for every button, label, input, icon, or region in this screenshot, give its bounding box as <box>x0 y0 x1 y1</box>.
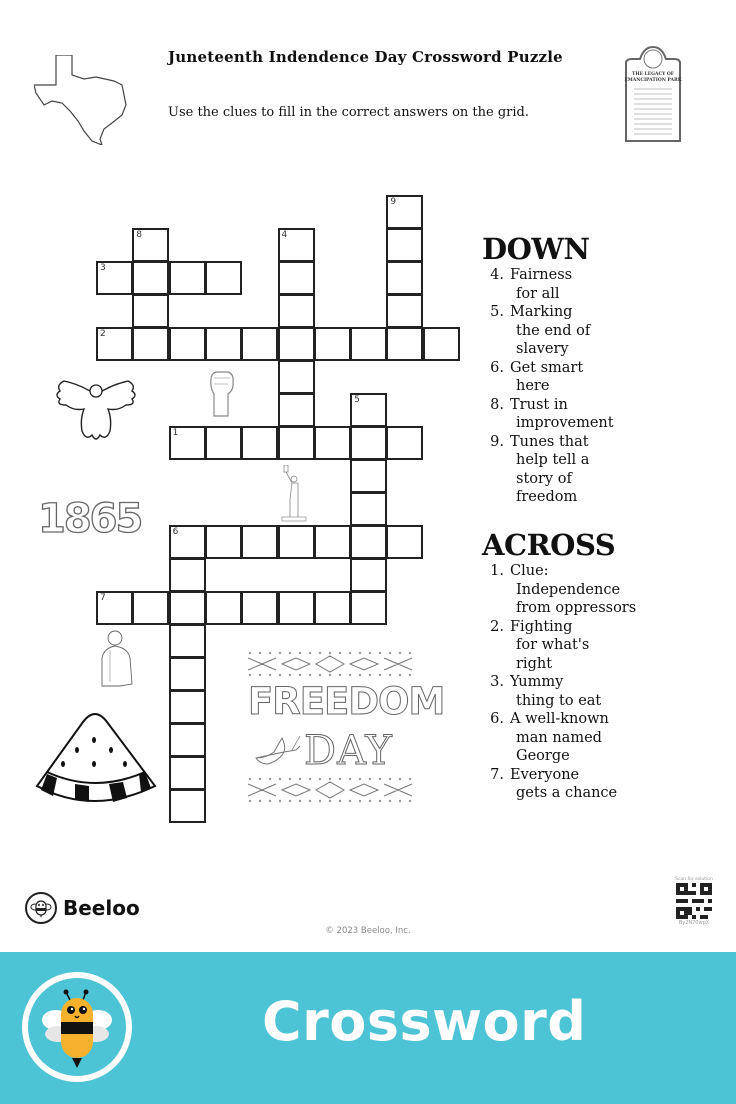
crossword-cell[interactable] <box>350 591 387 625</box>
clue-number: 7 <box>100 593 106 603</box>
clue-number: 3. <box>490 674 504 690</box>
clue-number: 2 <box>100 329 106 339</box>
clue-text: Tunes that help tell a story of freedom <box>510 433 590 505</box>
crossword-cell[interactable] <box>350 492 387 526</box>
clue-number: 7. <box>490 766 504 783</box>
crossword-banner <box>0 952 736 1104</box>
crossword-cell[interactable] <box>169 426 206 460</box>
crossword-cell[interactable] <box>96 261 133 295</box>
crossword-cell[interactable] <box>350 426 387 460</box>
crossword-cell[interactable] <box>205 591 242 625</box>
copyright-text: © 2023 Beeloo, Inc. <box>325 926 411 936</box>
clue-number: 8. <box>490 396 504 413</box>
clue-text: Marking the end of slavery <box>510 304 591 357</box>
tribal-pattern-bottom <box>246 776 414 804</box>
crossword-cell[interactable] <box>314 591 351 625</box>
crossword-cell[interactable] <box>241 327 278 361</box>
crossword-cell[interactable] <box>205 261 242 295</box>
crossword-cell[interactable] <box>386 195 423 229</box>
crossword-cell[interactable] <box>241 591 278 625</box>
crossword-cell[interactable] <box>132 261 169 295</box>
banner-title: Crossword <box>262 990 587 1053</box>
crossword-cell[interactable] <box>169 261 206 295</box>
clue-item <box>482 396 650 433</box>
clue-item <box>482 618 650 674</box>
watermelon-icon <box>35 712 157 804</box>
crossword-cell[interactable] <box>96 591 133 625</box>
bee-mascot-badge <box>22 972 132 1082</box>
clue-item <box>482 766 650 803</box>
clue-text: A well-known man named George <box>510 711 609 764</box>
clue-number: 1. <box>490 563 504 579</box>
down-clue-list <box>482 266 650 507</box>
clue-number: 5 <box>354 395 360 405</box>
crossword-cell[interactable] <box>132 294 169 328</box>
crossword-cell[interactable] <box>241 426 278 460</box>
crossword-cell[interactable] <box>132 591 169 625</box>
crossword-cell[interactable] <box>169 657 206 691</box>
clue-item <box>482 673 650 710</box>
crossword-cell[interactable] <box>169 525 206 559</box>
crossword-cell[interactable] <box>350 393 387 427</box>
crossword-cell[interactable] <box>278 294 315 328</box>
qr-id: By2N70wpX <box>678 920 710 926</box>
clue-item <box>482 303 650 359</box>
crossword-cell[interactable] <box>96 327 133 361</box>
year-1865-graphic: 1865 <box>38 496 142 542</box>
clue-number: 2. <box>490 618 504 635</box>
clue-text: Yummy thing to eat <box>510 674 602 709</box>
page-subtitle: Use the clues to fill in the correct answers on the grid. <box>168 105 529 120</box>
crossword-cell[interactable] <box>278 525 315 559</box>
clue-number: 5. <box>490 304 504 320</box>
crossword-cell[interactable] <box>278 360 315 394</box>
crossword-cell[interactable] <box>169 756 206 790</box>
plaque-icon <box>622 45 684 143</box>
across-clues <box>482 530 650 803</box>
clue-item <box>482 359 650 396</box>
dove-olive-icon <box>252 728 302 768</box>
poster-freedom-text: FREEDOM <box>248 680 445 723</box>
crossword-cell[interactable] <box>386 261 423 295</box>
crossword-cell[interactable] <box>386 426 423 460</box>
clue-number: 4 <box>281 230 288 240</box>
down-clues <box>482 234 650 507</box>
clue-number: 9 <box>390 197 397 207</box>
qr-label: Scan for solution <box>675 877 713 882</box>
crossword-cell[interactable] <box>386 228 423 262</box>
clue-item <box>482 562 650 618</box>
crossword-cell[interactable] <box>169 558 206 592</box>
brand-name: Beeloo <box>63 896 140 920</box>
clue-item <box>482 433 650 507</box>
crossword-cell[interactable] <box>132 228 169 262</box>
svg-text:EMANCIPATION PARK: EMANCIPATION PARK <box>624 78 682 83</box>
crossword-cell[interactable] <box>386 525 423 559</box>
george-portrait-icon <box>98 628 136 688</box>
clue-item <box>482 710 650 766</box>
crossword-cell[interactable] <box>278 228 315 262</box>
down-heading: DOWN <box>482 232 590 266</box>
clue-text: Clue: Independence from oppressors <box>510 563 637 616</box>
svg-text:THE LEGACY OF: THE LEGACY OF <box>631 72 675 77</box>
bee-logo-icon <box>25 892 57 924</box>
clue-number: 4. <box>490 267 504 283</box>
crossword-cell[interactable] <box>350 525 387 559</box>
crossword-cell[interactable] <box>169 624 206 658</box>
solution-qr[interactable] <box>672 877 716 926</box>
crossword-cell[interactable] <box>169 789 206 823</box>
crossword-cell[interactable] <box>278 393 315 427</box>
clue-number: 8 <box>136 230 143 240</box>
clue-text: Get smart here <box>510 359 584 394</box>
clue-item <box>482 266 650 303</box>
across-clue-list <box>482 562 650 803</box>
clue-number: 9. <box>490 433 504 450</box>
tribal-pattern-top <box>246 650 414 678</box>
crossword-cell[interactable] <box>423 327 460 361</box>
crossword-cell[interactable] <box>169 690 206 724</box>
beeloo-logo[interactable] <box>25 892 140 924</box>
qr-code-icon <box>676 883 712 919</box>
clue-text: Fighting for what's right <box>510 618 590 672</box>
crossword-cell[interactable] <box>350 459 387 493</box>
clue-number: 6. <box>490 711 504 727</box>
freedom-day-poster <box>246 650 445 805</box>
raised-fist-icon <box>208 370 236 418</box>
crossword-cell[interactable] <box>278 591 315 625</box>
crossword-cell[interactable] <box>314 327 351 361</box>
across-heading: ACROSS <box>482 528 616 562</box>
crossword-cell[interactable] <box>350 327 387 361</box>
crossword-cell[interactable] <box>278 426 315 460</box>
page-title: Juneteenth Indendence Day Crossword Puzzle <box>168 48 563 66</box>
crossword-cell[interactable] <box>314 525 351 559</box>
clue-number: 6. <box>490 359 504 376</box>
crossword-cell[interactable] <box>386 294 423 328</box>
dove-icon <box>52 375 140 443</box>
crossword-cell[interactable] <box>386 327 423 361</box>
crossword-cell[interactable] <box>169 723 206 757</box>
clue-text: Trust in improvement <box>510 396 614 431</box>
clue-number: 6 <box>172 527 179 537</box>
clue-number: 1 <box>172 428 179 438</box>
crossword-cell[interactable] <box>350 558 387 592</box>
crossword-cell[interactable] <box>132 327 169 361</box>
crossword-cell[interactable] <box>278 327 315 361</box>
poster-day-text: DAY <box>304 728 393 774</box>
crossword-cell[interactable] <box>205 525 242 559</box>
statue-icon <box>280 465 310 523</box>
crossword-cell[interactable] <box>314 426 351 460</box>
texas-map-icon <box>34 55 129 145</box>
crossword-cell[interactable] <box>169 327 206 361</box>
clue-text: Everyone gets a chance <box>510 766 618 801</box>
clue-text: Fairness for all <box>510 267 573 302</box>
crossword-cell[interactable] <box>205 327 242 361</box>
crossword-cell[interactable] <box>241 525 278 559</box>
crossword-cell[interactable] <box>278 261 315 295</box>
clue-number: 3 <box>100 263 106 273</box>
crossword-cell[interactable] <box>169 591 206 625</box>
crossword-cell[interactable] <box>205 426 242 460</box>
bee-mascot-icon <box>28 978 126 1076</box>
